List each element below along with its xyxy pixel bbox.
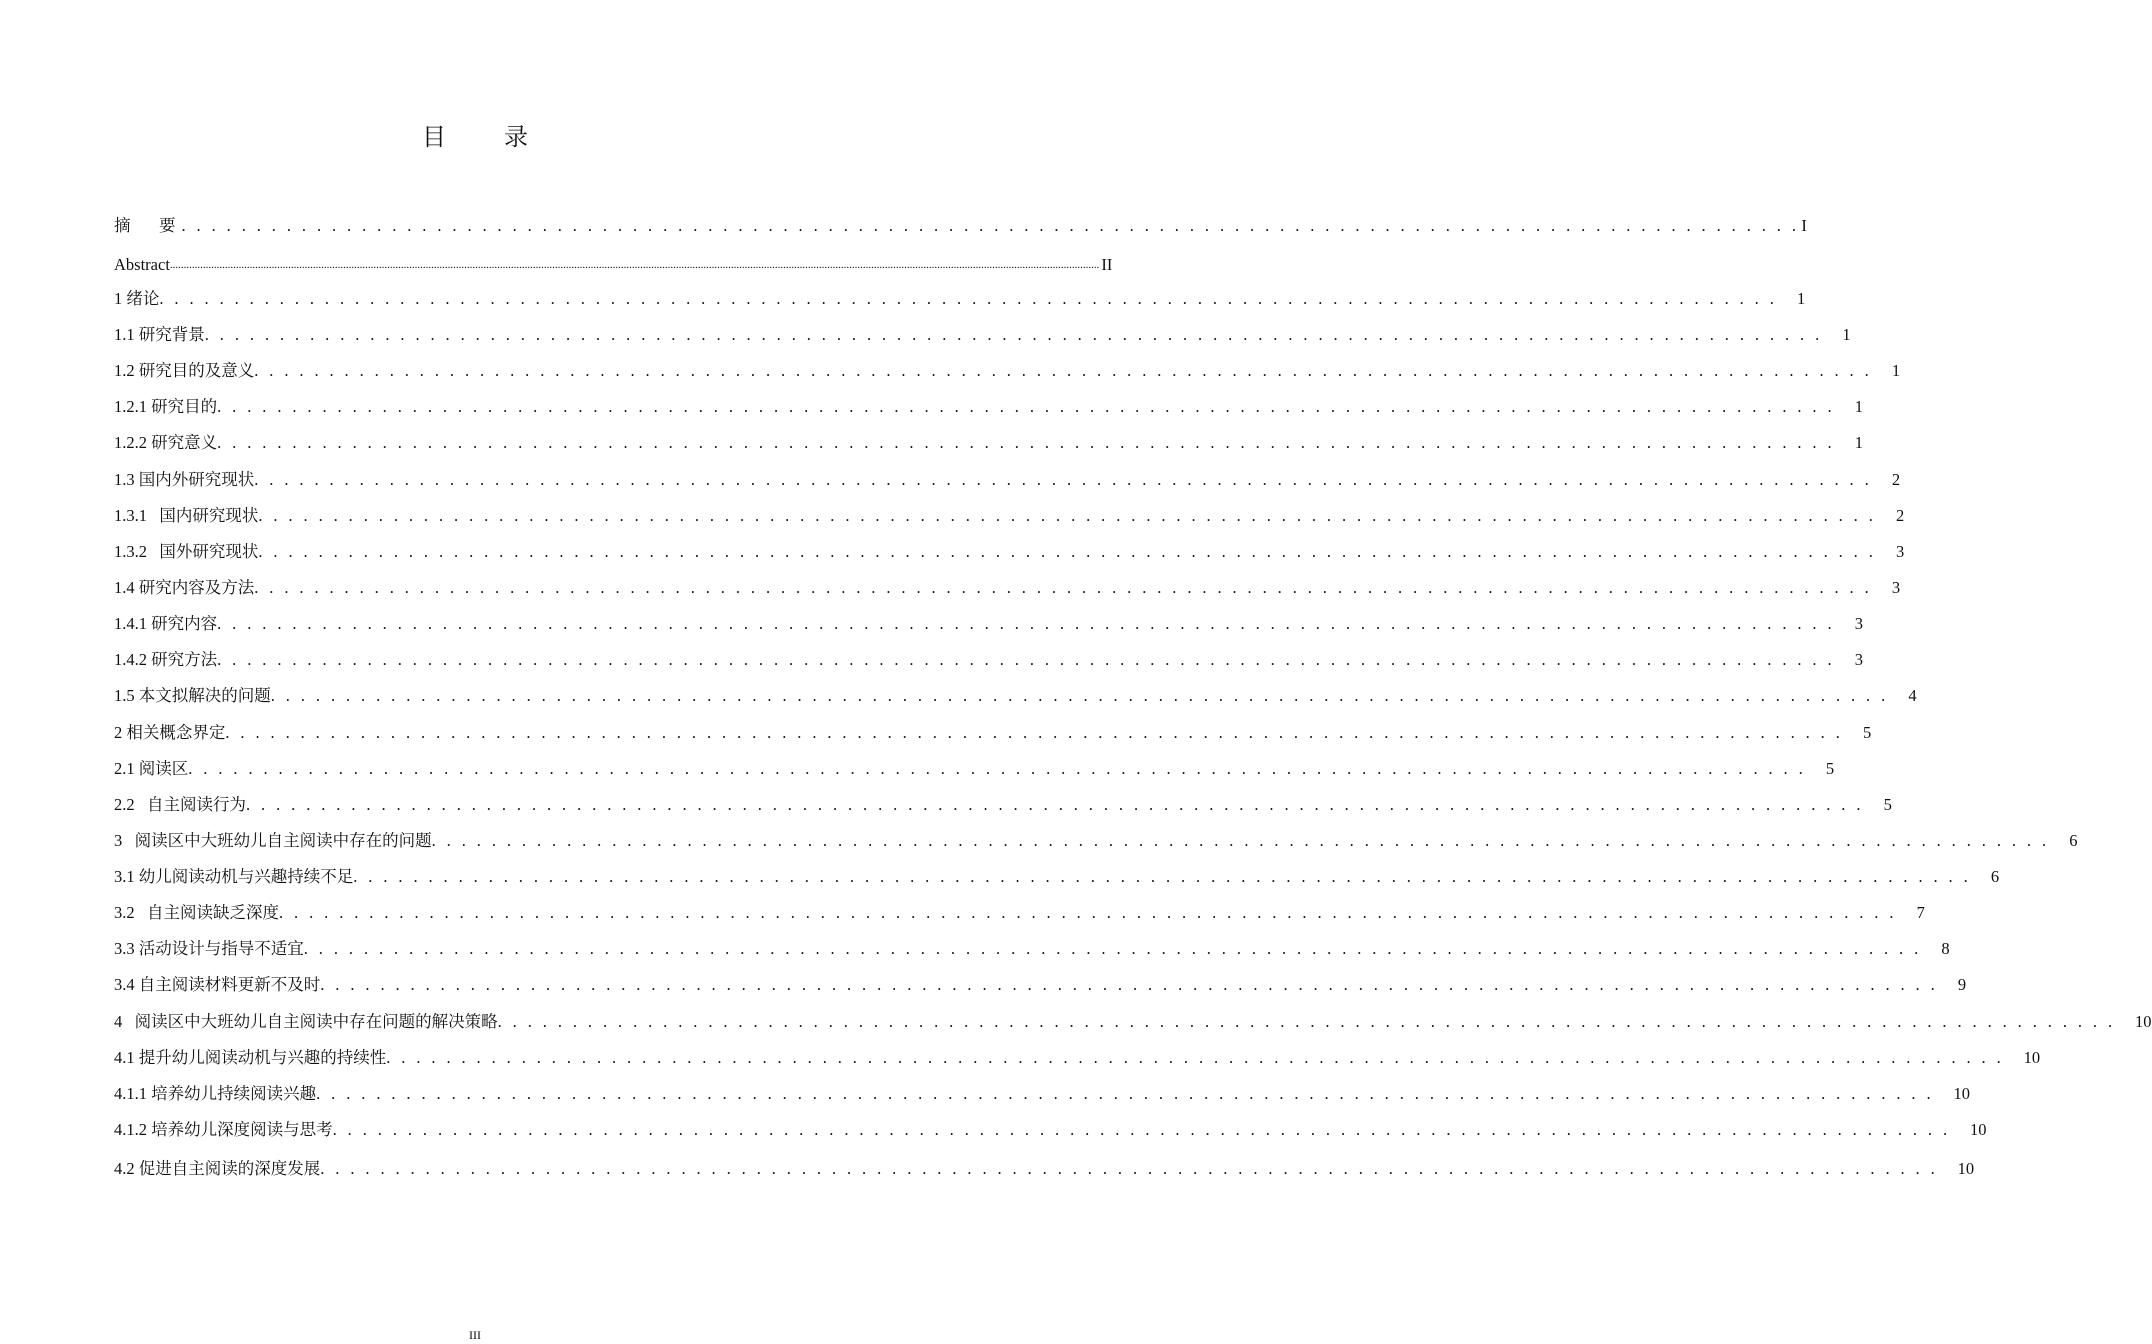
toc-entry-label: 4.1.1 培养幼儿持续阅读兴趣 [114, 1084, 317, 1103]
toc-entry-page: 1 [1854, 433, 1863, 452]
toc-entry-page: 6 [2069, 831, 2078, 850]
page-number-footer: III [469, 1328, 481, 1342]
toc-entry-label: 2.1 阅读区 [114, 759, 189, 778]
toc-entry-label: 2.2 自主阅读行为 [114, 795, 246, 814]
toc-entry-label: 3.2 自主阅读缺乏深度 [114, 903, 279, 922]
toc-leader-dots: . . . . . . . . . . . . . . . . . . . . . . . . . . . . . . . . . . . . . . . . . . . . . . . . . . . . . . . . . . . . . . . . . . . . . . . . . . . . . . . . . . . . . . . . . . . . . . . . . . . . . . . . . . . . [320, 1159, 1939, 1178]
toc-leader-dots: . . . . . . . . . . . . . . . . . . . . . . . . . . . . . . . . . . . . . . . . . . . . . . . . . . . . . . . . . . . . . . . . . . . . . . . . . . . . . . . . . . . . . . . . . . . . . . . . . . . . . . . . . . . . [159, 289, 1778, 308]
toc-leader-dots: . . . . . . . . . . . . . . . . . . . . . . . . . . . . . . . . . . . . . . . . . . . . . . . . . . . . . . . . . . . . . . . . . . . . . . . . . . . . . . . . . . . . . . . . . . . . . . . . . . . . . . . . . . . . [181, 216, 1800, 235]
toc-entry-page: 7 [1916, 903, 1925, 922]
toc-leader-dots: . . . . . . . . . . . . . . . . . . . . . . . . . . . . . . . . . . . . . . . . . . . . . . . . . . . . . . . . . . . . . . . . . . . . . . . . . . . . . . . . . . . . . . . . . . . . . . . . . . . . . . . . . . . . [258, 506, 1877, 525]
toc-entry[interactable] [114, 323, 1851, 347]
toc-entry[interactable] [114, 287, 1806, 311]
toc-leader-dots: . . . . . . . . . . . . . . . . . . . . . . . . . . . . . . . . . . . . . . . . . . . . . . . . . . . . . . . . . . . . . . . . . . . . . . . . . . . . . . . . . . . . . . . . . . . . . . . . . . . . . . . . . . . . [386, 1048, 2005, 1067]
toc-entry[interactable] [114, 684, 1917, 708]
toc-entry-page: 1 [1854, 397, 1863, 416]
toc-leader-dots: . . . . . . . . . . . . . . . . . . . . . . . . . . . . . . . . . . . . . . . . . . . . . . . . . . . . . . . . . . . . . . . . . . . . . . . . . . . . . . . . . . . . . . . . . . . . . . . . . . . . . . . . . . . . [279, 903, 1897, 922]
toc-leader-dots: . . . . . . . . . . . . . . . . . . . . . . . . . . . . . . . . . . . . . . . . . . . . . . . . . . . . . . . . . . . . . . . . . . . . . . . . . . . . . . . . . . . . . . . . . . . . . . . . . . . . . . . . . . . . [254, 578, 1873, 597]
toc-entry[interactable] [114, 757, 1835, 781]
toc-entry[interactable] [114, 504, 1905, 528]
toc-entry-label: 1.4.1 研究内容 [114, 614, 218, 633]
toc-entry[interactable] [114, 973, 1967, 997]
toc-entry-page: 8 [1941, 939, 1950, 958]
toc-leader-dots: . . . . . . . . . . . . . . . . . . . . . . . . . . . . . . . . . . . . . . . . . . . . . . . . . . . . . . . . . . . . . . . . . . . . . . . . . . . . . . . . . . . . . . . . . . . . . . . . . . . . . . . . . . . . [258, 542, 1877, 561]
toc-leader-dots: . . . . . . . . . . . . . . . . . . . . . . . . . . . . . . . . . . . . . . . . . . . . . . . . . . . . . . . . . . . . . . . . . . . . . . . . . . . . . . . . . . . . . . . . . . . . . . . . . . . . . . . . . . . . [217, 433, 1835, 452]
toc-entry-page: 3 [1896, 542, 1905, 561]
toc-leader-dots: . . . . . . . . . . . . . . . . . . . . . . . . . . . . . . . . . . . . . . . . . . . . . . . . . . . . . . . . . . . . . . . . . . . . . . . . . . . . . . . . . . . . . . . . . . . . . . . . . . . . . . . . . . . . [225, 723, 1844, 742]
toc-entry-page: 10 [1953, 1084, 1970, 1103]
toc-entry[interactable] [114, 721, 1872, 745]
toc-entry-label: 4 阅读区中大班幼儿自主阅读中存在问题的解决策略 [114, 1012, 498, 1031]
toc-leader-dots: . . . . . . . . . . . . . . . . . . . . . . . . . . . . . . . . . . . . . . . . . . . . . . . . . . . . . . . . . . . . . . . . . . . . . . . . . . . . . . . . . . . . . . . . . . . . . . . . . . . . . . . . . . . . [217, 614, 1835, 633]
toc-entry-label: 4.1 提升幼儿阅读动机与兴趣的持续性 [114, 1048, 387, 1067]
toc-leader-dots: . . . . . . . . . . . . . . . . . . . . . . . . . . . . . . . . . . . . . . . . . . . . . . . . . . . . . . . . . . . . . . . . . . . . . . . . . . . . . . . . . . . . . . . . . . . . . . . . . . . . . . . . . . . . [270, 686, 1889, 705]
toc-leader-dots: . . . . . . . . . . . . . . . . . . . . . . . . . . . . . . . . . . . . . . . . . . . . . . . . . . . . . . . . . . . . . . . . . . . . . . . . . . . . . . . . . . . . . . . . . . . . . . . . . . . . . . . . . . . . [497, 1012, 2116, 1031]
toc-entry-page: 1 [1891, 361, 1901, 380]
toc-entry-page: 1 [1842, 325, 1851, 344]
toc-leader-dots: . . . . . . . . . . . . . . . . . . . . . . . . . . . . . . . . . . . . . . . . . . . . . . . . . . . . . . . . . . . . . . . . . . . . . . . . . . . . . . . . . . . . . . . . . . . . . . . . . . . . . . . . . . . . [431, 831, 2050, 850]
toc-entry-page: 6 [1990, 867, 2000, 886]
toc-entry-label: 摘 要 [114, 216, 182, 235]
toc-leader-dots: . . . . . . . . . . . . . . . . . . . . . . . . . . . . . . . . . . . . . . . . . . . . . . . . . . . . . . . . . . . . . . . . . . . . . . . . . . . . . . . . . . . . . . . . . . . . . . . . . . . . . . . . . . . . [217, 397, 1835, 416]
toc-leader-dots: . . . . . . . . . . . . . . . . . . . . . . . . . . . . . . . . . . . . . . . . . . . . . . . . . . . . . . . . . . . . . . . . . . . . . . . . . . . . . . . . . . . . . . . . . . . . . . . . . . . . . . . . . . . . [353, 867, 1972, 886]
toc-entry[interactable] [114, 1046, 2041, 1070]
toc-entry-label: 1.3.2 国外研究现状 [114, 542, 259, 561]
toc-entry[interactable] [114, 648, 1863, 672]
toc-entry[interactable] [114, 1118, 1987, 1142]
toc-entry-page: 5 [1825, 759, 1835, 778]
toc-entry-page: 5 [1883, 795, 1892, 814]
toc-entry-page: 10 [1970, 1120, 1987, 1139]
toc-entry[interactable] [114, 1082, 1970, 1106]
toc-entry-page: I [1801, 216, 1807, 235]
toc-entry-page: 3 [1854, 614, 1863, 633]
toc-entry-page: 2 [1896, 506, 1905, 525]
toc-leader-dots: . . . . . . . . . . . . . . . . . . . . . . . . . . . . . . . . . . . . . . . . . . . . . . . . . . . . . . . . . . . . . . . . . . . . . . . . . . . . . . . . . . . . . . . . . . . . . . . . . . . . . . . . . . . . [246, 795, 1864, 814]
toc-leader-dots: . . . . . . . . . . . . . . . . . . . . . . . . . . . . . . . . . . . . . . . . . . . . . . . . . . . . . . . . . . . . . . . . . . . . . . . . . . . . . . . . . . . . . . . . . . . . . . . . . . . . . . . . . . . . [188, 759, 1807, 778]
toc-entry[interactable] [114, 431, 1863, 455]
toc-leader-dots: . . . . . . . . . . . . . . . . . . . . . . . . . . . . . . . . . . . . . . . . . . . . . . . . . . . . . . . . . . . . . . . . . . . . . . . . . . . . . . . . . . . . . . . . . . . . . . . . . . . . . . . . . . . . [254, 470, 1873, 489]
toc-entry-label: 1 绪论 [114, 289, 160, 308]
toc-entry-label: 3.1 幼儿阅读动机与兴趣持续不足 [114, 867, 354, 886]
toc-entry[interactable] [114, 793, 1892, 817]
toc-leader-dots: . . . . . . . . . . . . . . . . . . . . . . . . . . . . . . . . . . . . . . . . . . . . . . . . . . . . . . . . . . . . . . . . . . . . . . . . . . . . . . . . . . . . . . . . . . . . . . . . . . . . . . . . . . . . [332, 1120, 1951, 1139]
toc-entry-page: II [1101, 255, 1113, 274]
toc-entry-label: 3 阅读区中大班幼儿自主阅读中存在的问题 [114, 831, 432, 850]
toc-entry-page: 5 [1863, 723, 1872, 742]
toc-leader-dots: . . . . . . . . . . . . . . . . . . . . . . . . . . . . . . . . . . . . . . . . . . . . . . . . . . . . . . . . . . . . . . . . . . . . . . . . . . . . . . . . . . . . . . . . . . . . . . . . . . . . . . . . . . . . [217, 650, 1835, 669]
toc-entry-label: 1.1 研究背景 [114, 325, 205, 344]
toc-entry-label: 4.1.2 培养幼儿深度阅读与思考 [114, 1120, 333, 1139]
toc-entry-label: 2 相关概念界定 [114, 723, 226, 742]
toc-entry-page: 1 [1797, 289, 1806, 308]
toc-entry-label: 3.4 自主阅读材料更新不及时 [114, 975, 321, 994]
toc-entry-page: 10 [2135, 1012, 2152, 1031]
toc-entry[interactable] [114, 468, 1901, 492]
toc-entry-page: 3 [1854, 650, 1863, 669]
toc-leader-dots: . . . . . . . . . . . . . . . . . . . . . . . . . . . . . . . . . . . . . . . . . . . . . . . . . . . . . . . . . . . . . . . . . . . . . . . . . . . . . . . . . . . . . . . . . . . . . . . . . . . . . . . . . . . . [254, 361, 1873, 380]
toc-entry[interactable] [114, 612, 1863, 636]
toc-entry-page: 9 [1957, 975, 1967, 994]
toc-entry-label: 1.2 研究目的及意义 [114, 361, 255, 380]
toc-entry[interactable] [114, 1157, 1975, 1181]
toc-entry[interactable] [114, 359, 1901, 383]
toc-entry-page: 10 [1957, 1159, 1975, 1178]
toc-entry[interactable] [114, 395, 1863, 419]
toc-entry-label: 1.4.2 研究方法 [114, 650, 218, 669]
toc-leader-dots: . . . . . . . . . . . . . . . . . . . . . . . . . . . . . . . . . . . . . . . . . . . . . . . . . . . . . . . . . . . . . . . . . . . . . . . . . . . . . . . . . . . . . . . . . . . . . . . . . . . . . . . . . . . . [204, 325, 1823, 344]
toc-entry-label: Abstract [114, 255, 170, 274]
toc-entry-page: 4 [1908, 686, 1917, 705]
toc-entry-page: 3 [1891, 578, 1901, 597]
toc-leader-dots: . . . . . . . . . . . . . . . . . . . . . . . . . . . . . . . . . . . . . . . . . . . . . . . . . . . . . . . . . . . . . . . . . . . . . . . . . . . . . . . . . . . . . . . . . . . . . . . . . . . . . . . . . . . . [320, 975, 1939, 994]
toc-entry-label: 3.3 活动设计与指导不适宜 [114, 939, 304, 958]
toc-entry[interactable] [114, 829, 2078, 853]
toc-entry[interactable] [114, 937, 1950, 961]
toc-entry[interactable] [114, 865, 2000, 889]
toc-entry-label: 1.3.1 国内研究现状 [114, 506, 259, 525]
page-title: 目 录 [422, 125, 554, 151]
toc-entry-abstract-en[interactable] [114, 253, 1113, 277]
toc-entry-label: 1.2.2 研究意义 [114, 433, 218, 452]
toc-entry-abstract-cn[interactable] [114, 214, 1807, 238]
toc-entry-label: 1.5 本文拟解决的问题 [114, 686, 271, 705]
toc-leader-dots: .................................................................................................................................................................................................................................................................................................................................................. [169, 259, 1100, 271]
toc-entry[interactable] [114, 576, 1901, 600]
toc-entry-page: 2 [1891, 470, 1901, 489]
toc-entry[interactable] [114, 1010, 2152, 1034]
toc-leader-dots: . . . . . . . . . . . . . . . . . . . . . . . . . . . . . . . . . . . . . . . . . . . . . . . . . . . . . . . . . . . . . . . . . . . . . . . . . . . . . . . . . . . . . . . . . . . . . . . . . . . . . . . . . . . . [316, 1084, 1934, 1103]
toc-entry-label: 4.2 促进自主阅读的深度发展 [114, 1159, 321, 1178]
toc-leader-dots: . . . . . . . . . . . . . . . . . . . . . . . . . . . . . . . . . . . . . . . . . . . . . . . . . . . . . . . . . . . . . . . . . . . . . . . . . . . . . . . . . . . . . . . . . . . . . . . . . . . . . . . . . . . . [303, 939, 1922, 958]
toc-entry[interactable] [114, 901, 1925, 925]
toc-entry[interactable] [114, 540, 1905, 564]
toc-entry-label: 1.2.1 研究目的 [114, 397, 218, 416]
toc-entry-page: 10 [2023, 1048, 2041, 1067]
toc-entry-label: 1.3 国内外研究现状 [114, 470, 255, 489]
toc-entry-label: 1.4 研究内容及方法 [114, 578, 255, 597]
